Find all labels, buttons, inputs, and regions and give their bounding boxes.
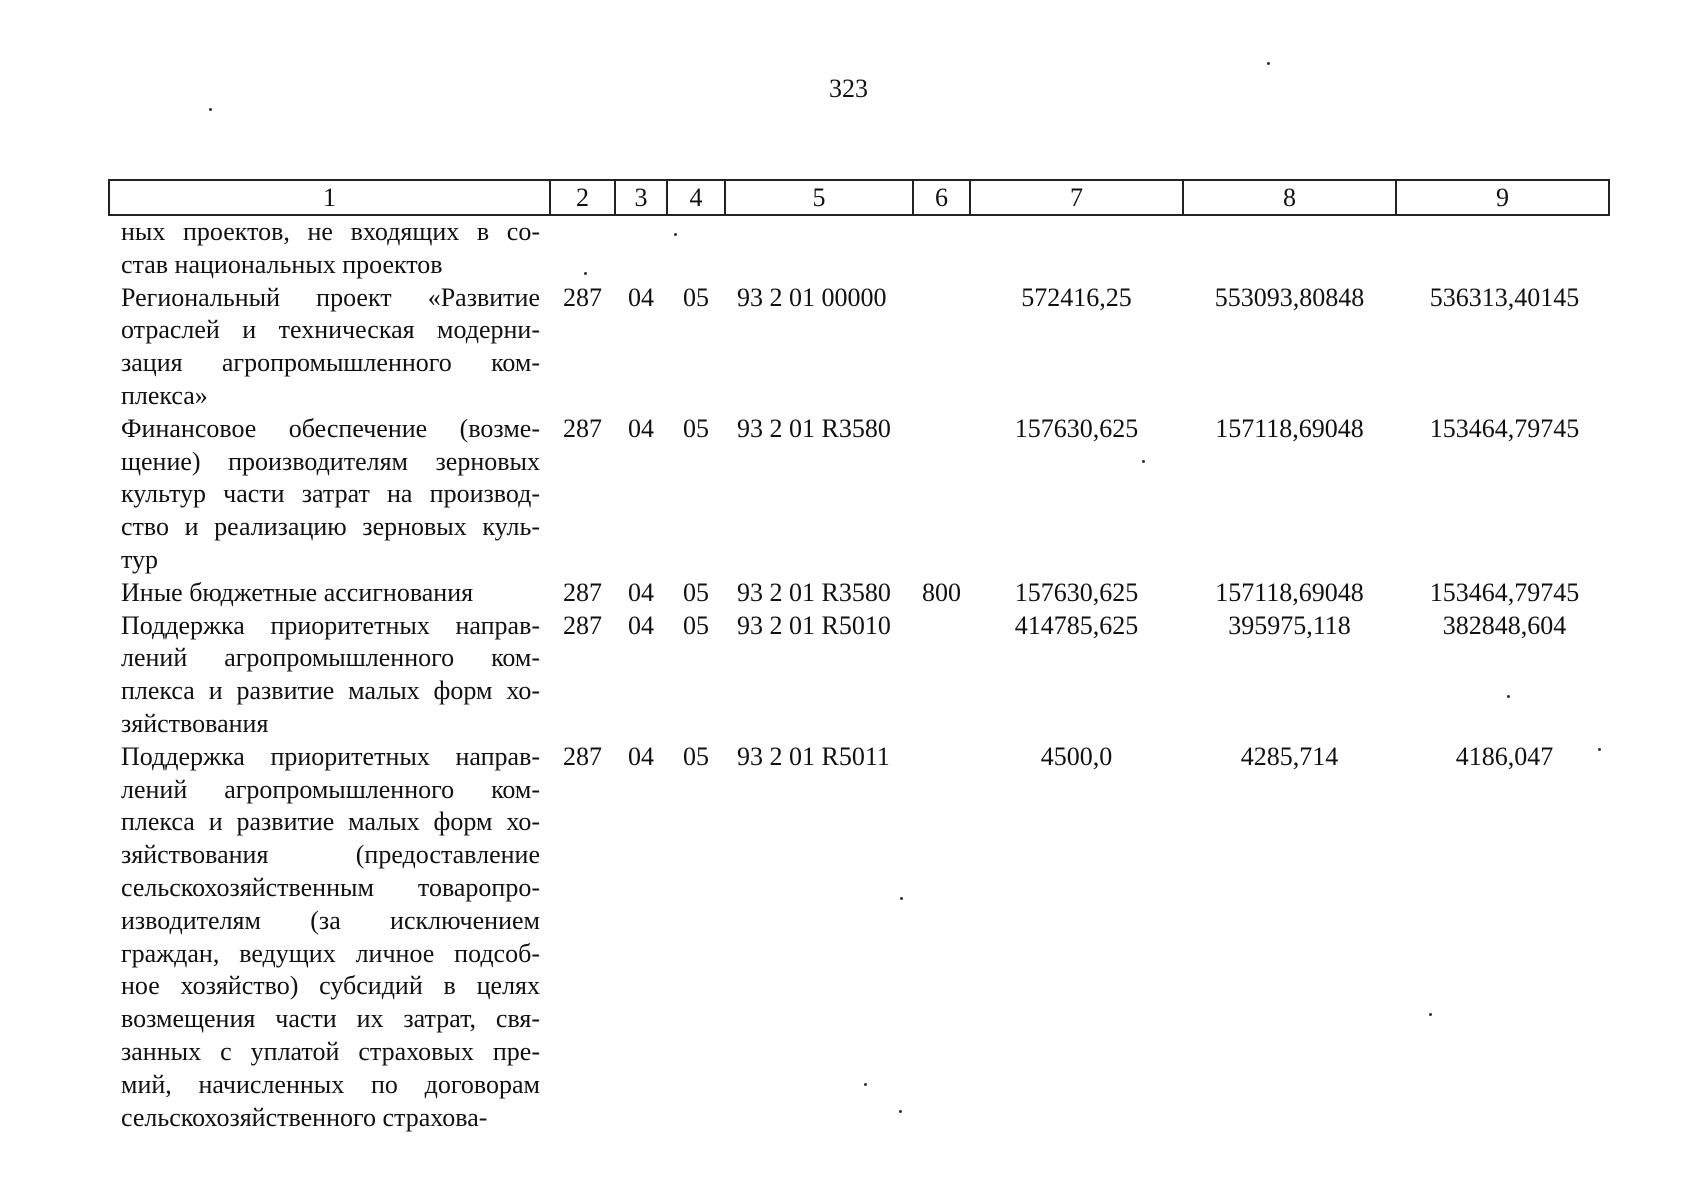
row-code-4: 05 <box>683 741 709 771</box>
row-code-3: 04 <box>628 413 654 443</box>
row-name-line: отраслей и техническая модерни- <box>121 315 540 345</box>
table-row <box>109 215 1609 282</box>
row-value-9: 153464,79745 <box>1429 413 1580 443</box>
row-name-line: плекса» <box>121 380 208 410</box>
row-name-line: зяйствования (предоставление <box>121 840 540 870</box>
row-code-6 <box>913 215 970 282</box>
row-name-line: плекса и развитие малых форм хо- <box>121 807 540 837</box>
row-code-4: 05 <box>683 413 709 443</box>
row-value-9: 4186,047 <box>1455 741 1554 771</box>
row-code-4: 05 <box>683 282 709 312</box>
header-col-5: 5 <box>725 180 913 215</box>
row-code-4 <box>667 215 725 282</box>
row-code-6 <box>913 610 970 741</box>
row-name-line: плекса и развитие малых форм хо- <box>121 676 540 706</box>
row-value-8: 4285,714 <box>1240 741 1339 771</box>
row-code-3 <box>615 215 667 282</box>
row-value-8: 553093,80848 <box>1214 282 1365 312</box>
row-name-line: ное хозяйство) субсидий в целях <box>121 971 540 1001</box>
row-name-cell <box>109 741 550 1135</box>
row-value-7: 414785,625 <box>1014 610 1139 640</box>
budget-table-container <box>108 179 1608 1134</box>
row-name-line: изводителям (за исключением <box>121 905 540 935</box>
scan-speck <box>584 272 587 275</box>
row-name-line: ных проектов, не входящих в со- <box>121 217 540 246</box>
header-col-8: 8 <box>1183 180 1396 215</box>
row-name-cell <box>109 215 550 282</box>
row-code-6: 800 <box>922 577 961 607</box>
row-code-6 <box>913 413 970 577</box>
header-col-3: 3 <box>615 180 667 215</box>
row-name-line: возмещения части их затрат, свя- <box>121 1004 540 1034</box>
row-name-line: Поддержка приоритетных направ- <box>121 610 540 640</box>
row-name-line: сельскохозяйственным товаропро- <box>121 872 540 902</box>
scan-speck <box>1142 460 1145 463</box>
table-row <box>109 577 1609 610</box>
scan-speck <box>1429 1013 1432 1016</box>
row-name-line: культур части затрат на производ- <box>121 479 540 509</box>
header-col-7: 7 <box>970 180 1183 215</box>
row-code-2: 287 <box>563 610 602 640</box>
row-code-2 <box>550 215 615 282</box>
row-value-9: 153464,79745 <box>1429 577 1580 607</box>
row-code-4: 05 <box>683 610 709 640</box>
row-code-6 <box>913 282 970 413</box>
row-code-5: 93 2 01 R5011 <box>737 741 890 771</box>
header-col-4: 4 <box>667 180 725 215</box>
row-name-cell <box>109 413 550 577</box>
scan-speck <box>209 108 212 111</box>
row-name-line: граждан, ведущих личное подсоб- <box>121 938 540 968</box>
header-col-6: 6 <box>913 180 970 215</box>
row-value-8: 395975,118 <box>1228 610 1351 640</box>
page-number: 323 <box>829 74 868 103</box>
scan-speck <box>1267 62 1270 65</box>
row-name-cell <box>109 282 550 413</box>
row-name-line: Поддержка приоритетных направ- <box>121 741 540 771</box>
row-name-line: Иные бюджетные ассигнования <box>121 577 474 607</box>
header-row <box>109 180 1609 215</box>
header-col-1: 1 <box>109 180 550 215</box>
scan-speck <box>674 233 677 236</box>
row-name-line: тур <box>121 544 159 574</box>
scan-speck <box>1507 695 1510 698</box>
scan-speck <box>1598 748 1601 751</box>
row-value-8: 157118,69048 <box>1215 577 1364 607</box>
row-code-3: 04 <box>628 577 654 607</box>
row-name-line: лений агропромышленного ком- <box>121 643 540 673</box>
table-row <box>109 610 1609 741</box>
row-code-5: 93 2 01 00000 <box>737 282 887 312</box>
row-value-9: 382848,604 <box>1442 610 1567 640</box>
row-name-line: сельскохозяйственного страхова- <box>121 1102 488 1132</box>
scan-speck <box>899 1110 902 1113</box>
row-value-7: 4500,0 <box>1040 741 1113 771</box>
row-value-7: 157630,625 <box>1014 413 1139 443</box>
row-name-line: занных с уплатой страховых пре- <box>121 1036 540 1066</box>
table-row <box>109 413 1609 577</box>
row-name-line: Финансовое обеспечение (возме- <box>121 413 540 443</box>
row-name-cell <box>109 577 550 610</box>
table-body <box>109 215 1609 1134</box>
row-code-2: 287 <box>563 577 602 607</box>
row-value-7: 572416,25 <box>1021 282 1132 312</box>
table-row <box>109 282 1609 413</box>
row-name-cell <box>109 610 550 741</box>
row-code-3: 04 <box>628 610 654 640</box>
table-row <box>109 741 1609 1135</box>
budget-table <box>108 179 1610 1134</box>
scan-speck <box>900 897 903 900</box>
row-code-3: 04 <box>628 282 654 312</box>
row-name-line: Региональный проект «Развитие <box>121 282 540 312</box>
row-name-line: зяйствования <box>121 708 269 738</box>
row-code-5: 93 2 01 R3580 <box>737 577 891 607</box>
scan-speck <box>864 1083 867 1086</box>
row-name-line: став национальных проектов <box>121 249 443 279</box>
row-code-6 <box>913 741 970 1135</box>
row-value-7 <box>970 215 1183 282</box>
header-col-9: 9 <box>1396 180 1609 215</box>
row-code-5: 93 2 01 R5010 <box>737 610 891 640</box>
row-code-3: 04 <box>628 741 654 771</box>
row-value-7: 157630,625 <box>1014 577 1139 607</box>
row-value-9 <box>1396 215 1609 282</box>
row-value-8: 157118,69048 <box>1215 413 1364 443</box>
row-value-8 <box>1183 215 1396 282</box>
row-name-line: ство и реализацию зерновых куль- <box>121 512 540 542</box>
row-code-2: 287 <box>563 741 602 771</box>
row-name-line: лений агропромышленного ком- <box>121 774 540 804</box>
row-code-5 <box>725 215 913 282</box>
row-name-line: мий, начисленных по договорам <box>121 1069 540 1099</box>
row-value-9: 536313,40145 <box>1429 282 1580 312</box>
row-code-2: 287 <box>563 282 602 312</box>
row-code-4: 05 <box>683 577 709 607</box>
row-code-5: 93 2 01 R3580 <box>737 413 891 443</box>
row-name-line: щение) производителям зерновых <box>121 446 540 476</box>
header-col-2: 2 <box>550 180 615 215</box>
table-header <box>109 180 1609 215</box>
row-code-2: 287 <box>563 413 602 443</box>
row-name-line: зация агропромышленного ком- <box>121 348 540 378</box>
